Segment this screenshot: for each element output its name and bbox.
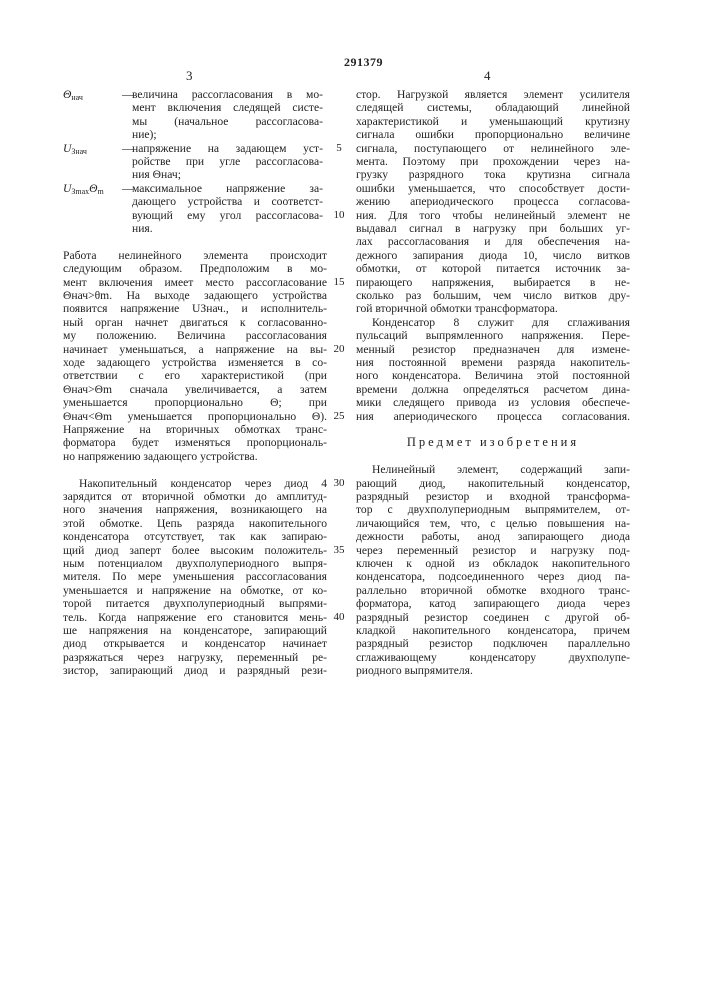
definition-term <box>63 182 104 198</box>
paragraph-line: жению апериодического процесса согласова- <box>356 195 630 208</box>
term-symbol: U <box>63 182 71 195</box>
paragraph-line: начинает уменьшаться, а напряжение на вы- <box>63 343 327 356</box>
paragraph-line: тор с двухполупериодным выпрямителем, от- <box>356 503 630 516</box>
definition-text-line: ния. <box>132 222 153 235</box>
paragraph-line: времени должна определяться расчетом дина- <box>356 383 630 396</box>
paragraph-line: му положению. Величина рассогласования <box>63 329 327 342</box>
line-number: 15 <box>331 276 347 289</box>
paragraph-line: Конденсатор 8 служит для сглаживания <box>372 316 630 329</box>
definition-dash: — <box>122 142 134 155</box>
paragraph-line: выдавал сигнал в нагрузку при больших уг- <box>356 222 630 235</box>
term-symbol: U <box>63 142 71 155</box>
definition-text-line: ройстве при угле рассогласова- <box>132 155 323 168</box>
paragraph-line: сигнала ошибки пропорционально величине <box>356 128 630 141</box>
paragraph-line: ния постоянной времени разряда накопитель- <box>356 356 630 369</box>
paragraph-line: торой питается двухполупериодный выпрями- <box>63 597 327 610</box>
paragraph-line: ше напряжения на конденсаторе, запирающий <box>63 624 327 637</box>
definition-dash: — <box>122 88 134 101</box>
paragraph-line: ния. Для того чтобы нелинейный элемент не <box>356 209 630 222</box>
line-number: 30 <box>331 477 347 490</box>
definition-term <box>63 88 83 104</box>
definition-text-line: дающего устройства и соответст- <box>132 195 323 208</box>
paragraph-line: мента. Поэтому при прохождении через на- <box>356 155 630 168</box>
paragraph-line: характеристикой и уменьшающий крутизну <box>356 115 630 128</box>
column-number-right: 4 <box>484 68 491 84</box>
paragraph-line: раллельно вторичной обмотке входного транс- <box>356 584 630 597</box>
paragraph-line: следующим образом. Предположим в мо- <box>63 262 327 275</box>
term-subscript: Знач <box>71 147 87 156</box>
paragraph-line: следящей системы, обладающий линейной <box>356 101 630 114</box>
definition-text-line: ние); <box>132 128 157 141</box>
patent-number: 291379 <box>0 55 707 70</box>
paragraph-line: дежности работы, анод запирающего диода <box>356 530 630 543</box>
paragraph-line: менный резистор предназначен для измене- <box>356 343 630 356</box>
paragraph-line: уменьшается пропорционально Θ; при <box>63 396 327 409</box>
line-number: 25 <box>331 410 347 423</box>
line-number: 10 <box>331 209 347 222</box>
section-heading: Предмет изобретения <box>356 436 630 449</box>
paragraph-line: гой вторичной обмотки трансформатора. <box>356 302 558 315</box>
paragraph-line: Θнач<Θm уменьшается пропорционально Θ). <box>63 410 327 423</box>
paragraph-line: этой обмотке. Цепь разряда накопительного <box>63 517 327 530</box>
definition-text-line: напряжение на задающем уст- <box>132 142 323 155</box>
paragraph-line: Работа нелинейного элемента происходит <box>63 249 327 262</box>
column-number-left: 3 <box>186 68 193 84</box>
paragraph-line: разрядный резистор и входной трансформа- <box>356 490 630 503</box>
term-symbol: Θ <box>89 182 97 195</box>
paragraph-line: разрядный резистор соединен с другой об- <box>356 611 630 624</box>
paragraph-line: риодного выпрямителя. <box>356 664 473 677</box>
definition-text-line: ния Θнач; <box>132 168 181 181</box>
paragraph-line: лах рассогласования и для обеспечения на- <box>356 235 630 248</box>
paragraph-line: ошибки уменьшается, что способствует дости- <box>356 182 630 195</box>
paragraph-line: разрядный резистор подключен параллельно <box>356 637 630 650</box>
definition-dash: — <box>122 182 134 195</box>
paragraph-line: грузку разрядного тока крутизна сигнала <box>356 168 630 181</box>
paragraph-line: ный орган начнет двигаться к согласованно- <box>63 316 327 329</box>
paragraph-line: ным потенциалом двухполупериодного выпря- <box>63 557 327 570</box>
paragraph-line: дежного запирания диода 10, число витков <box>356 249 630 262</box>
paragraph-line: Напряжение на вторичных обмотках транс- <box>63 423 327 436</box>
paragraph-line: Θнач>θm. На выходе задающего устройства <box>63 289 327 302</box>
line-number: 35 <box>331 544 347 557</box>
paragraph-line: рающий диод, накопительный конденсатор, <box>356 477 630 490</box>
definition-term <box>63 142 87 158</box>
paragraph-line: стор. Нагрузкой является элемент усилителя <box>356 88 630 101</box>
term-subscript: нач <box>71 93 83 102</box>
term-subscript: m <box>98 187 104 196</box>
paragraph-line: но напряжению задающего устройства. <box>63 450 258 463</box>
paragraph-line: пирающего напряжения, выбирается в не- <box>356 276 630 289</box>
definition-text-line: вующий ему угол рассогласова- <box>132 209 323 222</box>
paragraph-line: мителя. По мере уменьшения рассогласования <box>63 570 327 583</box>
paragraph-line: тель. Когда напряжение его становится мень- <box>63 611 327 624</box>
paragraph-line: появится напряжение UЗнач., и исполнитель- <box>63 302 327 315</box>
paragraph-line: диод открывается и конденсатор начинает <box>63 637 327 650</box>
paragraph-line: Накопительный конденсатор через диод 4 <box>79 477 327 490</box>
paragraph-line: сколько раз большим, чем число витков дру- <box>356 289 630 302</box>
paragraph-line: сглаживающему конденсатору двухполупе- <box>356 651 630 664</box>
paragraph-line: конденсатора, подсоединенного через диод па- <box>356 570 630 583</box>
paragraph-line: ходе задающего устройства изменяется в со- <box>63 356 327 369</box>
definition-text-line: максимальное напряжение за- <box>132 182 323 195</box>
term-symbol: Θ <box>63 88 71 101</box>
paragraph-line: конденсатора отсутствует, так как запираю- <box>63 530 327 543</box>
paragraph-line: кладкой накопительного конденсатора, причем <box>356 624 630 637</box>
line-number: 20 <box>331 343 347 356</box>
paragraph-line: ного конденсатора. Величина этой постоянной <box>356 369 630 382</box>
paragraph-line: разряжаться через нагрузку, переменный ре- <box>63 651 327 664</box>
paragraph-line: щий диод заперт более высоким положитель- <box>63 544 327 557</box>
paragraph-line: зарядится от вторичной обмотки до амплитуд- <box>63 490 327 503</box>
paragraph-line: ключен к одной из обкладок накопительного <box>356 557 630 570</box>
line-number: 40 <box>331 611 347 624</box>
paragraph-line: форматора будет изменяться пропорциональ- <box>63 436 327 449</box>
paragraph-line: пульсаций выпрямленного напряжения. Пере- <box>356 329 630 342</box>
paragraph-line: ответствии с его характеристикой (при <box>63 369 327 382</box>
paragraph-line: мики следящего привода из условия обеспече- <box>356 396 630 409</box>
paragraph-line: мент включения имеет место рассогласование <box>63 276 327 289</box>
paragraph-line: ного значения напряжения, возникающего на <box>63 503 327 516</box>
paragraph-line: личающийся тем, что, с целью повышения на- <box>356 517 630 530</box>
definition-text-line: мент включения следящей систе- <box>132 101 323 114</box>
paragraph-line: обмотки, от которой питается источник за- <box>356 262 630 275</box>
paragraph-line: зистор, запирающий диод и разрядный рези- <box>63 664 327 677</box>
paragraph-line: форматора, катод запирающего диода через <box>356 597 630 610</box>
term-subscript: Зmax <box>71 187 89 196</box>
paragraph-line: ния апериодического процесса согласования. <box>356 410 630 423</box>
paragraph-line: уменьшается и напряжение на обмотке, от ко- <box>63 584 327 597</box>
paragraph-line: Θнач>Θm сначала увеличивается, а затем <box>63 383 327 396</box>
paragraph-line: через переменный резистор и нагрузку под- <box>356 544 630 557</box>
paragraph-line: сигнала, поступающего от нелинейного эле- <box>356 142 630 155</box>
line-number: 5 <box>331 142 347 155</box>
definition-text-line: величина рассогласования в мо- <box>132 88 323 101</box>
definition-text-line: мы (начальное рассогласова- <box>132 115 323 128</box>
paragraph-line: Нелинейный элемент, содержащий запи- <box>372 463 630 476</box>
